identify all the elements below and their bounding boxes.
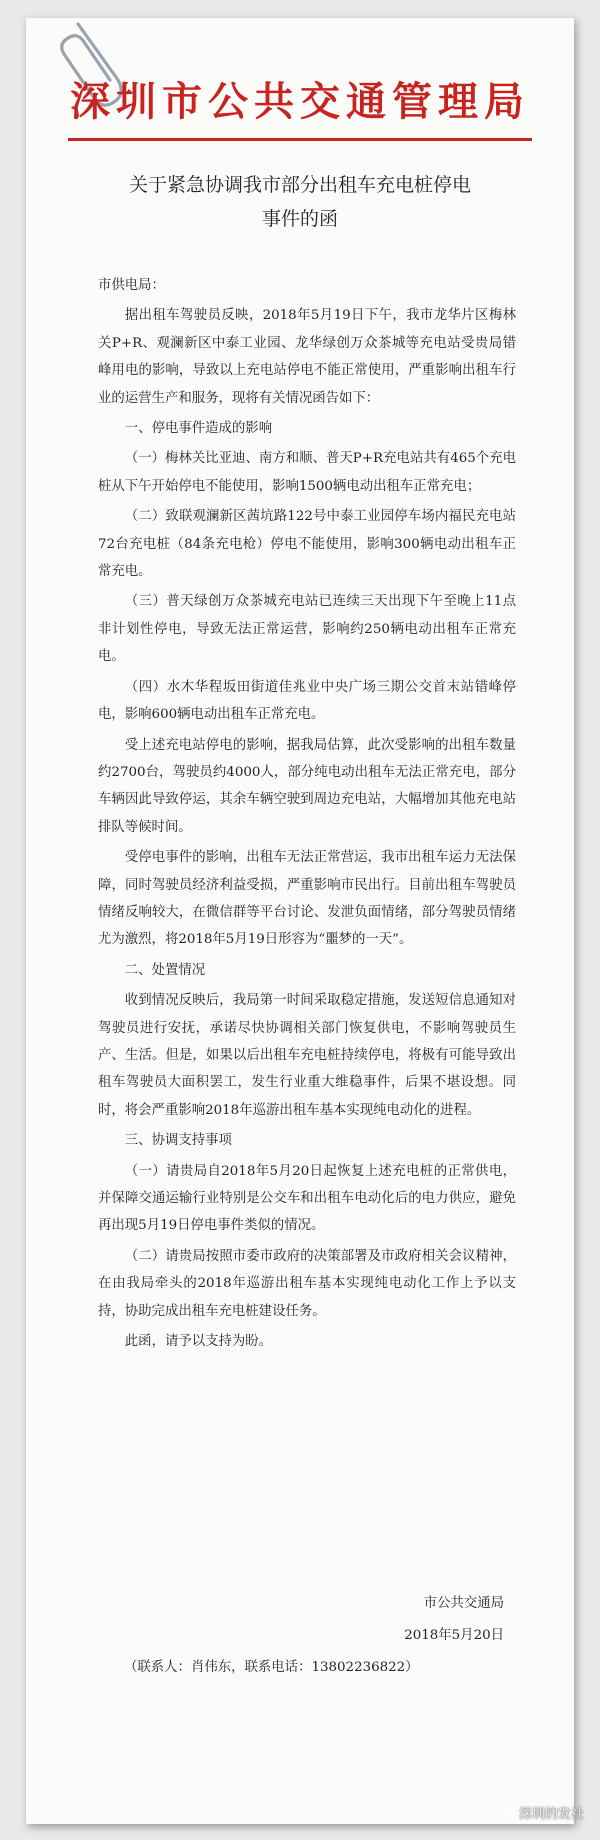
paragraph: 收到情况反映后，我局第一时间采取稳定措施，发送短信息通知对驾驶员进行安抚，承诺尽快协调相关部门恢复供电，不影响驾驶员生产、生活。但是，如果以后出租车充电桩持续停电，将极有可能导致出租车驾驶员大面积罢工，发生行业重大维稳事件，后果不堪设想。同时，将会严重影响2018年巡游出租车基本实现纯电动化的进程。 (98, 993, 516, 1118)
letter-title-line: 关于紧急协调我市部分出租车充电桩停电 (128, 174, 471, 196)
letter-sheet (26, 18, 574, 1824)
letter-body (98, 272, 516, 1358)
paragraph: （四）水木华程坂田街道佳兆业中央广场三期公交首末站错峰停电，影响600辆电动出租车正常充电。 (98, 679, 516, 723)
paragraph: （二）请贵局按照市委市政府的决策部署及市政府相关会议精神，在由我局牵头的2018年巡游出租车基本实现纯电动化工作上予以支持，协助完成出租车充电桩建设任务。 (98, 1248, 516, 1319)
paragraph: 受停电事件的影响，出租车无法正常营运，我市出租车运力无法保障，同时驾驶员经济利益受损，严重影响市民出行。目前出租车驾驶员情绪反响较大，在微信群等平台讨论、发泄负面情绪，部分驾驶员情绪尤为激烈，将2018年5月19日形容为“噩梦的一天”。 (98, 850, 516, 948)
paragraph: （三）普天绿创万众茶城充电站已连续三天出现下午至晚上11点非计划性停电，导致无法正常运营，影响约250辆电动出租车正常充电。 (98, 594, 516, 665)
letterhead: 深圳市公共交通管理局 (70, 79, 530, 125)
signature-org: 市公共交通局 (423, 1596, 504, 1611)
paragraph: 据出租车驾驶员反映，2018年5月19日下午，我市龙华片区梅林关P+R、观澜新区中泰工业园、龙华绿创万众茶城等充电站受贵局错峰用电的影响，导致以上充电站停电不能正常使用，严重影响出租车行业的运营生产和服务，现将有关情况函告如下： (98, 308, 516, 406)
section-heading: 一、停电事件造成的影响 (124, 421, 273, 437)
section-heading: 三、协调支持事项 (124, 1133, 232, 1149)
paragraph: （一）请贵局自2018年5月20日起恢复上述充电桩的正常供电，并保障交通运输行业特别是公交车和出租车电动化后的电力供应，避免再出现5月19日停电事件类似的情况。 (98, 1163, 516, 1234)
letter-title-line: 事件的函 (261, 208, 338, 230)
watermark-text: 深圳的发社 (518, 1807, 584, 1822)
watermark (499, 1803, 584, 1822)
letterhead-divider (68, 138, 532, 141)
wechat-icon (499, 1805, 515, 1821)
contact-line: （联系人：肖伟东，联系电话：13802236822） (124, 1660, 419, 1675)
salutation: 市供电局： (98, 278, 165, 293)
letter-title (96, 168, 504, 236)
paragraph: （二）致联观澜新区茜坑路122号中泰工业园停车场内福民充电站72台充电桩（84条充电枪）停电不能使用，影响300辆电动出租车正常充电。 (98, 509, 516, 580)
signature-date: 2018年5月20日 (404, 1628, 504, 1643)
section-heading: 二、处置情况 (124, 962, 206, 978)
closing: 此函，请予以支持为盼。 (124, 1334, 273, 1350)
signature-block (98, 1588, 516, 1684)
paragraph: （一）梅林关比亚迪、南方和顺、普天P+R充电站共有465个充电桩从下午开始停电不能使用，影响1500辆电动出租车正常充电； (98, 451, 516, 494)
paragraph: 受上述充电站停电的影响，据我局估算，此次受影响的出租车数量约2700台，驾驶员约4000人，部分纯电动出租车无法正常充电，部分车辆因此导致停运，其余车辆空驶到周边充电站，大幅增加其他充电站排队等候时间。 (98, 737, 516, 835)
